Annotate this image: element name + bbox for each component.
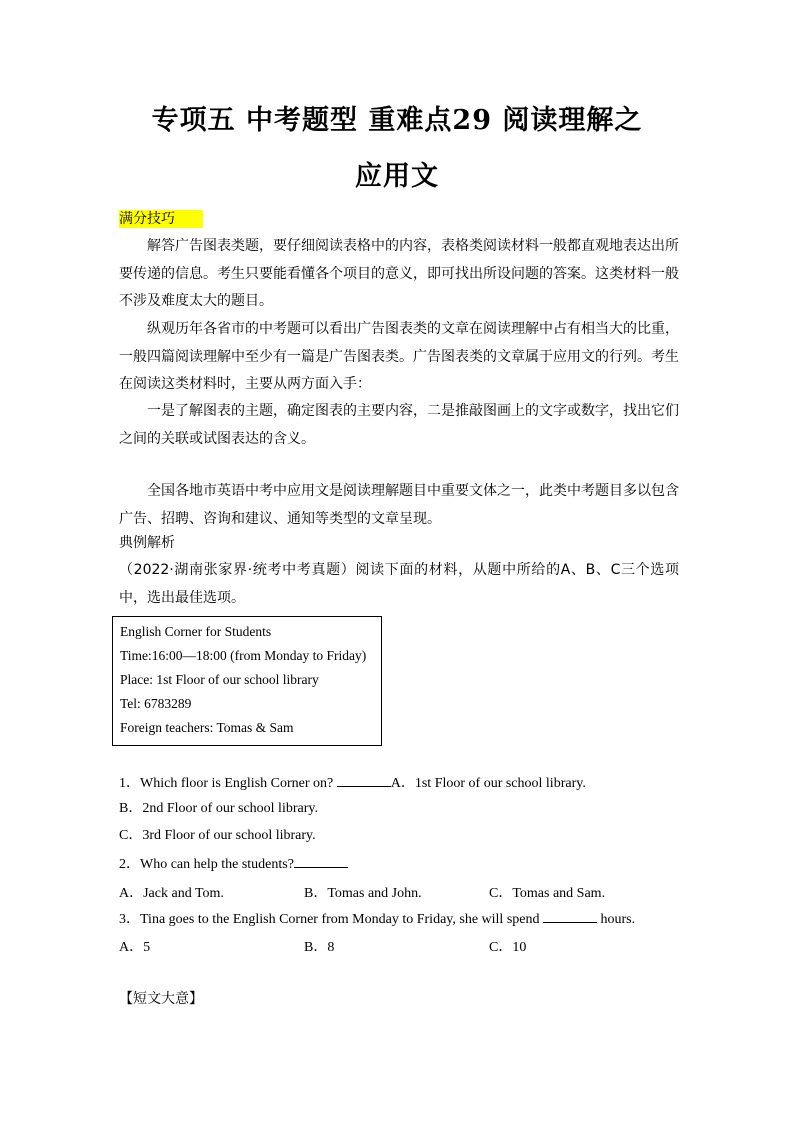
example-label: 典例解析 (119, 535, 175, 551)
question-2-option-a: A．Jack and Tom. (119, 886, 224, 901)
question-2-option-b: B．Tomas and John. (304, 886, 422, 901)
answer-blank (294, 853, 348, 868)
question-3-stem: 3．Tina goes to the English Corner from Monday to Friday, she will spend (119, 912, 540, 927)
question-1-option-b: B．2nd Floor of our school library. (119, 801, 318, 816)
answer-blank (337, 772, 391, 787)
question-1-stem: 1．Which floor is English Corner on? (119, 776, 334, 791)
question-3-option-b: B．8 (304, 940, 335, 955)
question-3-suffix: hours. (600, 912, 636, 927)
notice-box (112, 616, 382, 746)
question-3-option-c: C．10 (489, 940, 527, 955)
notice-place: Place: 1st Floor of our school library (120, 672, 319, 687)
notice-tel: Tel: 6783289 (120, 696, 192, 711)
notice-title: English Corner for Students (120, 624, 272, 639)
notice-time: Time:16:00—18:00 (from Monday to Friday) (120, 648, 367, 663)
example-intro: （2022·湖南张家界·统考中考真题）阅读下面的材料，从题中所给的A、B、C三个选项中，选出最佳选项。 (119, 562, 679, 606)
paragraph-3: 一是了解图表的主题，确定图表的主要内容，二是推敲图画上的文字或数字，找出它们之间的关联或试图表达的含义。 (119, 403, 679, 447)
question-2 (119, 853, 348, 875)
question-1-option-c: C．3rd Floor of our school library. (119, 828, 316, 843)
notice-teachers: Foreign teachers: Tomas & Sam (120, 720, 294, 735)
question-2-option-c: C．Tomas and Sam. (489, 886, 606, 901)
question-3 (119, 908, 635, 930)
page-title-line1: 专项五 中考题型 重难点29 阅读理解之 (151, 105, 643, 136)
section-label-tips: 满分技巧 (119, 210, 203, 228)
question-3-option-a: A．5 (119, 940, 151, 955)
paragraph-4: 全国各地市英语中考中应用文是阅读理解题目中重要文体之一，此类中考题目多以包含广告、招聘、咨询和建议、通知等类型的文章呈现。 (119, 483, 679, 527)
page-title-line2: 应用文 (355, 161, 439, 192)
question-1 (119, 772, 586, 794)
answer-blank (543, 908, 597, 923)
paragraph-1: 解答广告图表类题，要仔细阅读表格中的内容，表格类阅读材料一般都直观地表达出所要传递的信息。考生只要能看懂各个项目的意义，即可找出所设问题的答案。这类材料一般不涉及难度太大的题目。 (119, 238, 679, 309)
question-2-stem: 2．Who can help the students? (119, 857, 294, 872)
paragraph-2: 纵观历年各省市的中考题可以看出广告图表类的文章在阅读理解中占有相当大的比重，一般四篇阅读理解中至少有一篇是广告图表类。广告图表类的文章属于应用文的行列。考生在阅读这类材料时，主要从两方面入手： (119, 321, 679, 392)
question-1-option-a: A．1st Floor of our school library. (390, 776, 586, 791)
summary-label: 【短文大意】 (119, 991, 203, 1007)
